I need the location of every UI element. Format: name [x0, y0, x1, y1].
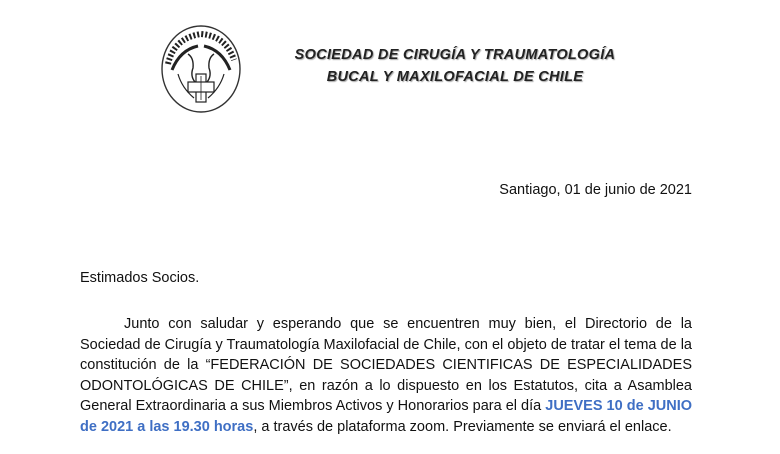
letter-salutation: Estimados Socios. [80, 270, 200, 286]
organization-name [290, 44, 620, 88]
letter-body [80, 314, 692, 437]
organization-name-line1: SOCIEDAD DE CIRUGÍA Y TRAUMATOLOGÍA [294, 47, 616, 63]
society-logo-icon [160, 24, 242, 114]
body-text-part1: Junto con saludar y esperando que se encuentren muy bien, el Directorio de la Sociedad de Cirugía y Traumatología Maxilofacial de Chile, con el objeto de tratar el tema de la constitución de la “FEDERACIÓN DE SOCIEDADES CIENTIFICAS DE ESPECIALIDADES ODONTOLÓGICAS DE CHILE”, en razón a lo dispuesto en los Estatutos, cita a Asamblea General Extraordinaria a sus Miembros Activos y Honorarios para el día [80, 316, 692, 414]
body-text-part2: , a través de plataforma zoom. Previamente se enviará el enlace. [253, 418, 672, 435]
organization-name-line2: BUCAL Y MAXILOFACIAL DE CHILE [326, 69, 584, 85]
letter-date: Santiago, 01 de junio de 2021 [499, 182, 692, 198]
meeting-datetime: JUEVES 10 de JUNIO de 2021 a las 19.30 horas [80, 398, 693, 435]
